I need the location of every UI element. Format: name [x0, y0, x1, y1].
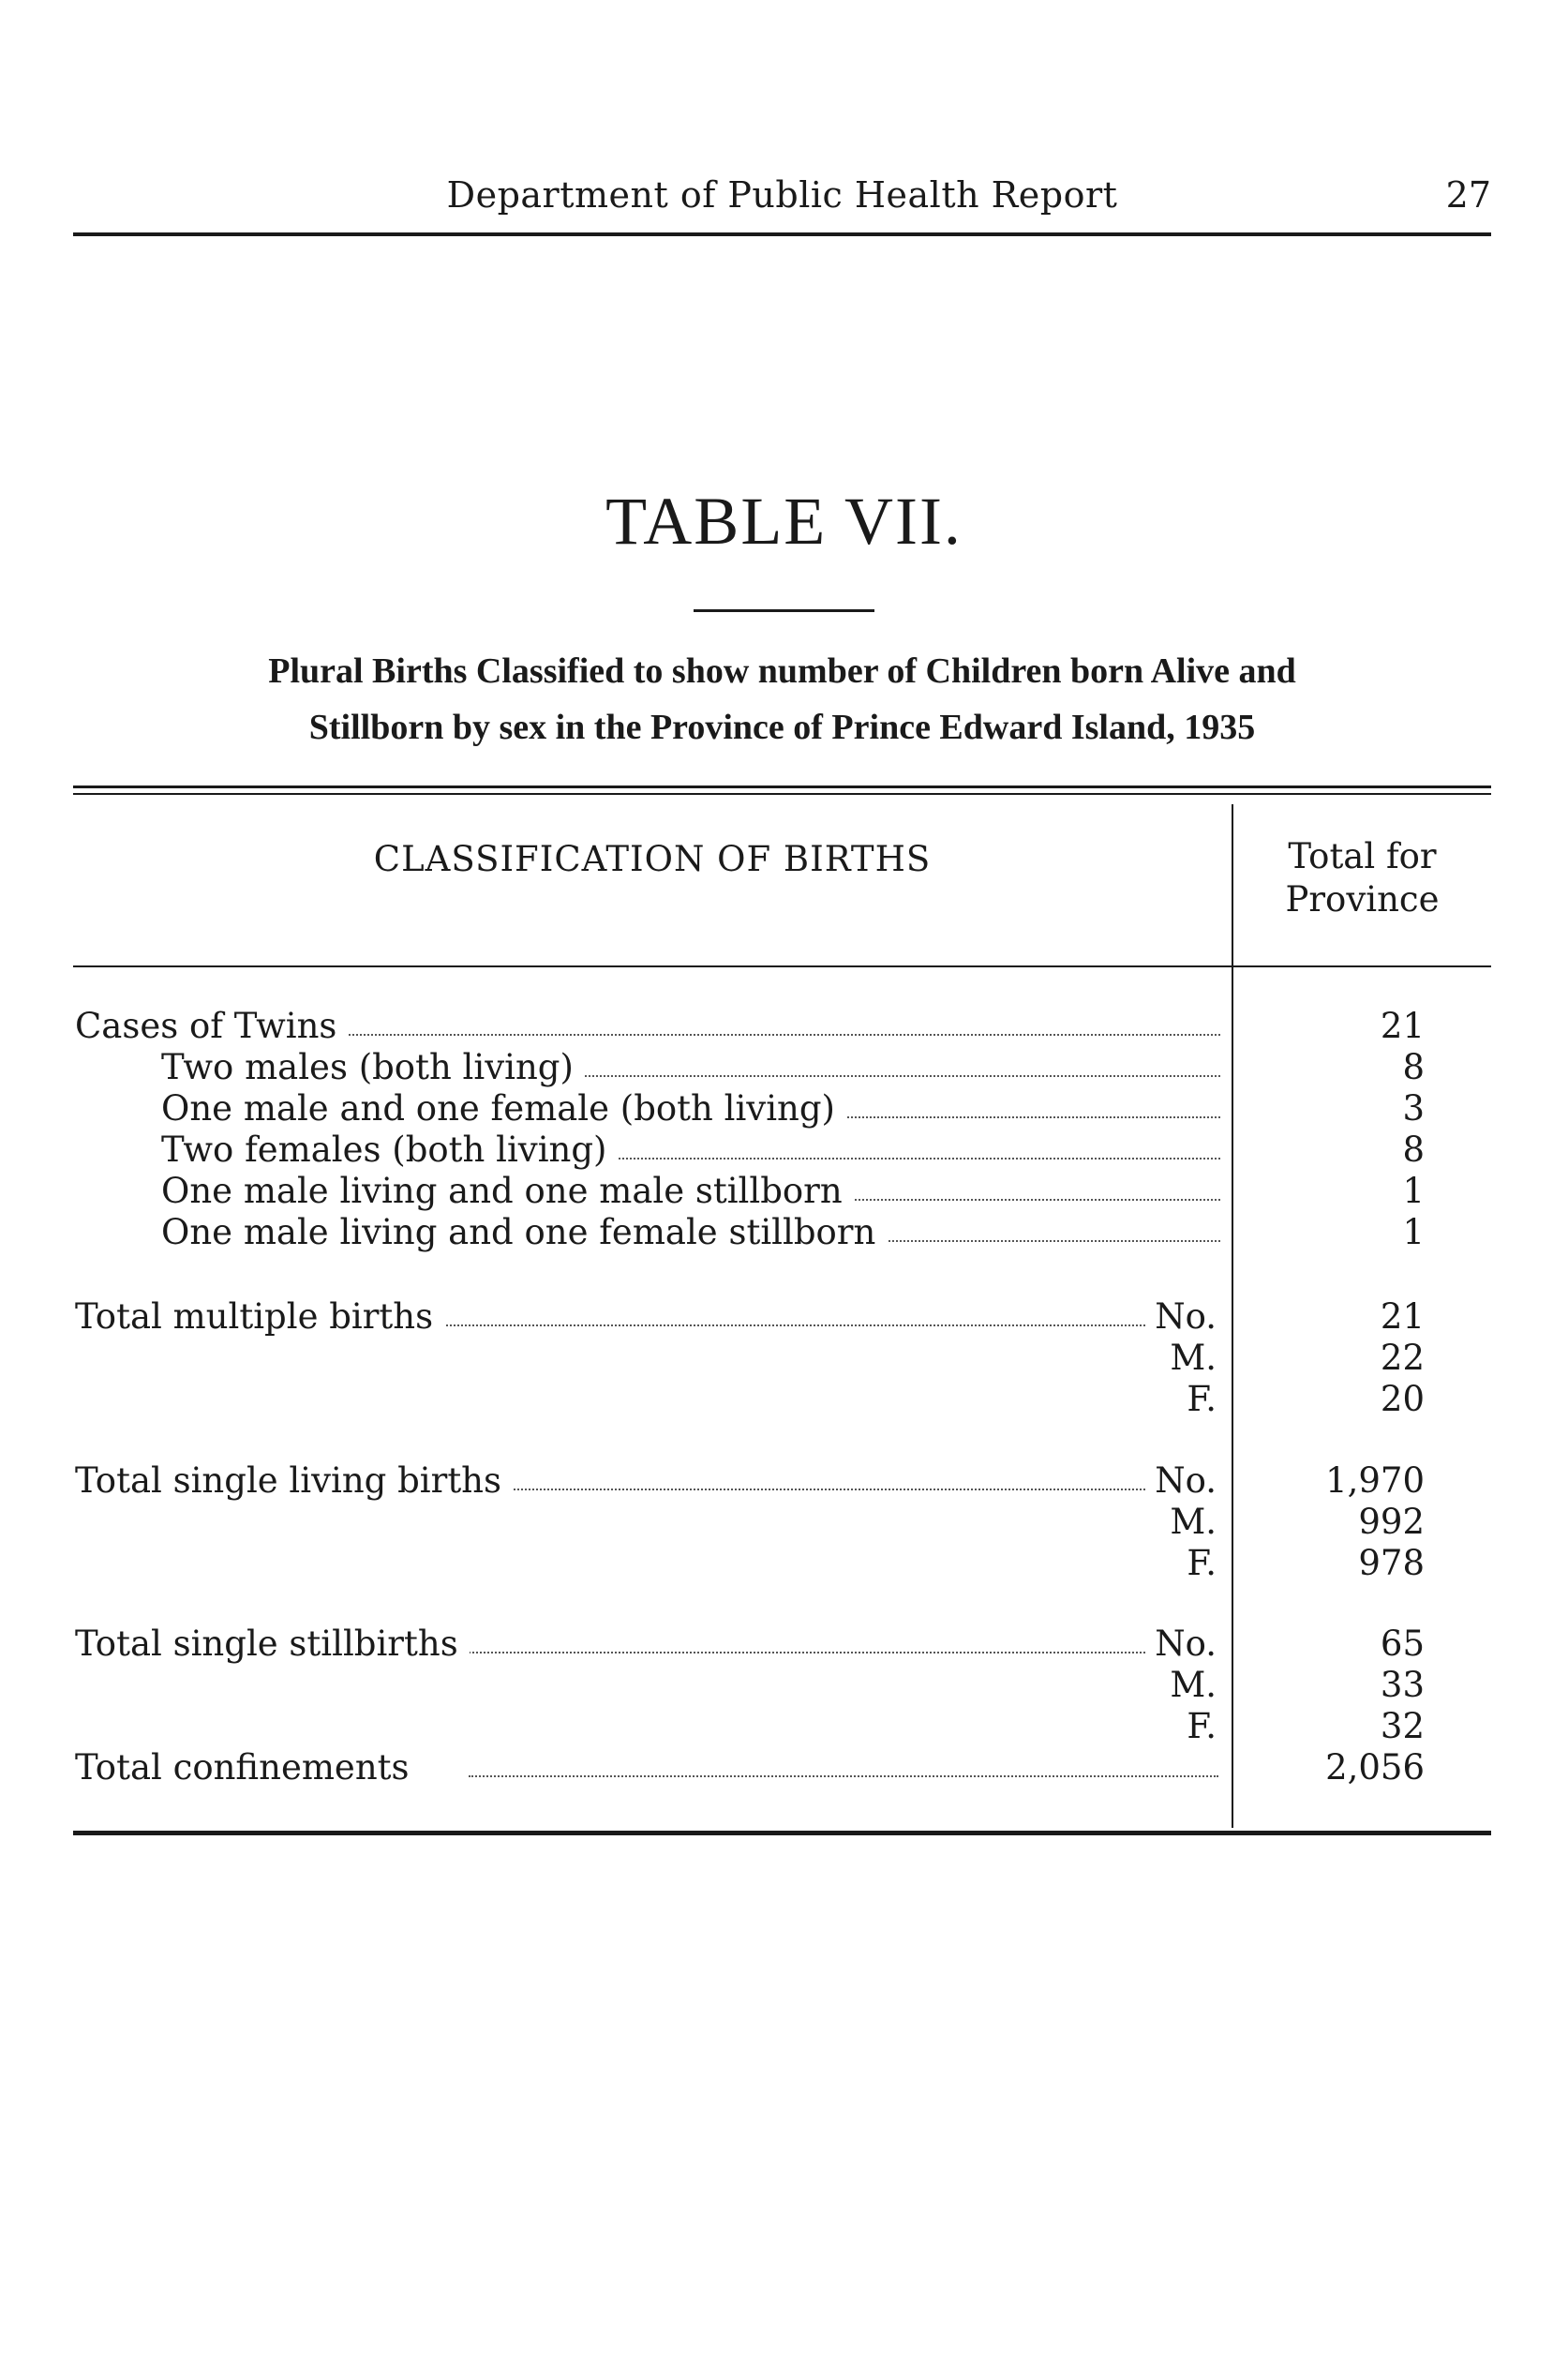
dot-leader	[375, 1324, 1153, 1326]
row-value: 992	[1358, 1502, 1425, 1542]
table-row	[0, 1088, 1568, 1130]
table-row	[0, 1338, 1568, 1379]
table-row	[0, 1296, 1568, 1338]
row-value: 2,056	[1325, 1747, 1425, 1788]
row-value: 21	[1380, 1006, 1425, 1046]
row-label: Cases of Twins	[75, 1006, 348, 1047]
page-number: 27	[1445, 174, 1491, 216]
subtitle-line-2: Stillborn by sex in the Province of Prince Edward Island, 1935	[308, 708, 1256, 747]
row-label: Total single living births	[75, 1460, 513, 1502]
running-header	[73, 171, 1491, 231]
row-value: 22	[1380, 1338, 1425, 1378]
header-bottom-rule	[73, 965, 1491, 967]
row-label: Total confinements	[75, 1747, 421, 1788]
row-value: 20	[1380, 1379, 1425, 1419]
dot-leader	[469, 1775, 1218, 1777]
column-header-total	[1233, 835, 1491, 921]
row-marker: M.	[1145, 1338, 1217, 1379]
table-row	[0, 1543, 1568, 1584]
row-marker: No.	[1145, 1296, 1217, 1338]
row-label: One male living and one male stillborn	[161, 1171, 854, 1212]
table-row	[0, 1047, 1568, 1088]
table-bottom-rule	[73, 1831, 1491, 1835]
table-row	[0, 1747, 1568, 1788]
table-title: TABLE VII.	[605, 484, 963, 559]
column-header-total-line-1: Total for	[1288, 836, 1437, 876]
title-rule	[694, 609, 874, 612]
table-row	[0, 1623, 1568, 1665]
column-header-total-line-2: Province	[1285, 879, 1440, 920]
row-value: 33	[1380, 1665, 1425, 1705]
row-marker: M.	[1145, 1502, 1217, 1543]
dot-leader	[281, 1034, 1220, 1036]
table-row	[0, 1212, 1568, 1253]
table-row	[0, 1171, 1568, 1212]
row-value: 1	[1402, 1212, 1425, 1252]
table-row	[0, 1665, 1568, 1706]
table-row	[0, 1460, 1568, 1502]
row-label: One male living and one female stillborn	[161, 1212, 887, 1253]
column-header-classification: CLASSIFICATION OF BIRTHS	[373, 839, 932, 879]
row-marker: No.	[1145, 1623, 1217, 1665]
row-marker: F.	[1145, 1706, 1217, 1747]
row-value: 21	[1380, 1296, 1425, 1337]
header-rule	[73, 232, 1491, 236]
row-value: 65	[1380, 1623, 1425, 1664]
subtitle-line-1: Plural Births Classified to show number of Children born Alive and	[268, 651, 1296, 691]
row-marker: No.	[1145, 1460, 1217, 1502]
row-marker: F.	[1145, 1379, 1217, 1420]
dot-leader	[469, 1652, 1153, 1653]
row-label: One male and one female (both living)	[161, 1088, 846, 1130]
row-value: 978	[1358, 1543, 1425, 1583]
row-value: 8	[1402, 1130, 1425, 1170]
row-value: 3	[1402, 1088, 1425, 1129]
row-value: 8	[1402, 1047, 1425, 1087]
dot-leader	[469, 1489, 1153, 1490]
table-row	[0, 1379, 1568, 1420]
table-row	[0, 1502, 1568, 1543]
row-marker: M.	[1145, 1665, 1217, 1706]
header-title: Department of Public Health Report	[446, 174, 1118, 216]
row-label: Total multiple births	[75, 1296, 444, 1338]
row-label: Two males (both living)	[161, 1047, 585, 1088]
row-label: Total single stillbirths	[75, 1623, 470, 1665]
table-top-rule	[73, 786, 1491, 795]
row-marker: F.	[1145, 1543, 1217, 1584]
table-row	[0, 1006, 1568, 1047]
row-value: 1,970	[1325, 1460, 1425, 1501]
table-row	[0, 1130, 1568, 1171]
table-subtitle	[73, 643, 1491, 756]
table-row	[0, 1706, 1568, 1747]
row-label: Two females (both living)	[161, 1130, 619, 1171]
row-value: 32	[1380, 1706, 1425, 1746]
row-value: 1	[1402, 1171, 1425, 1211]
